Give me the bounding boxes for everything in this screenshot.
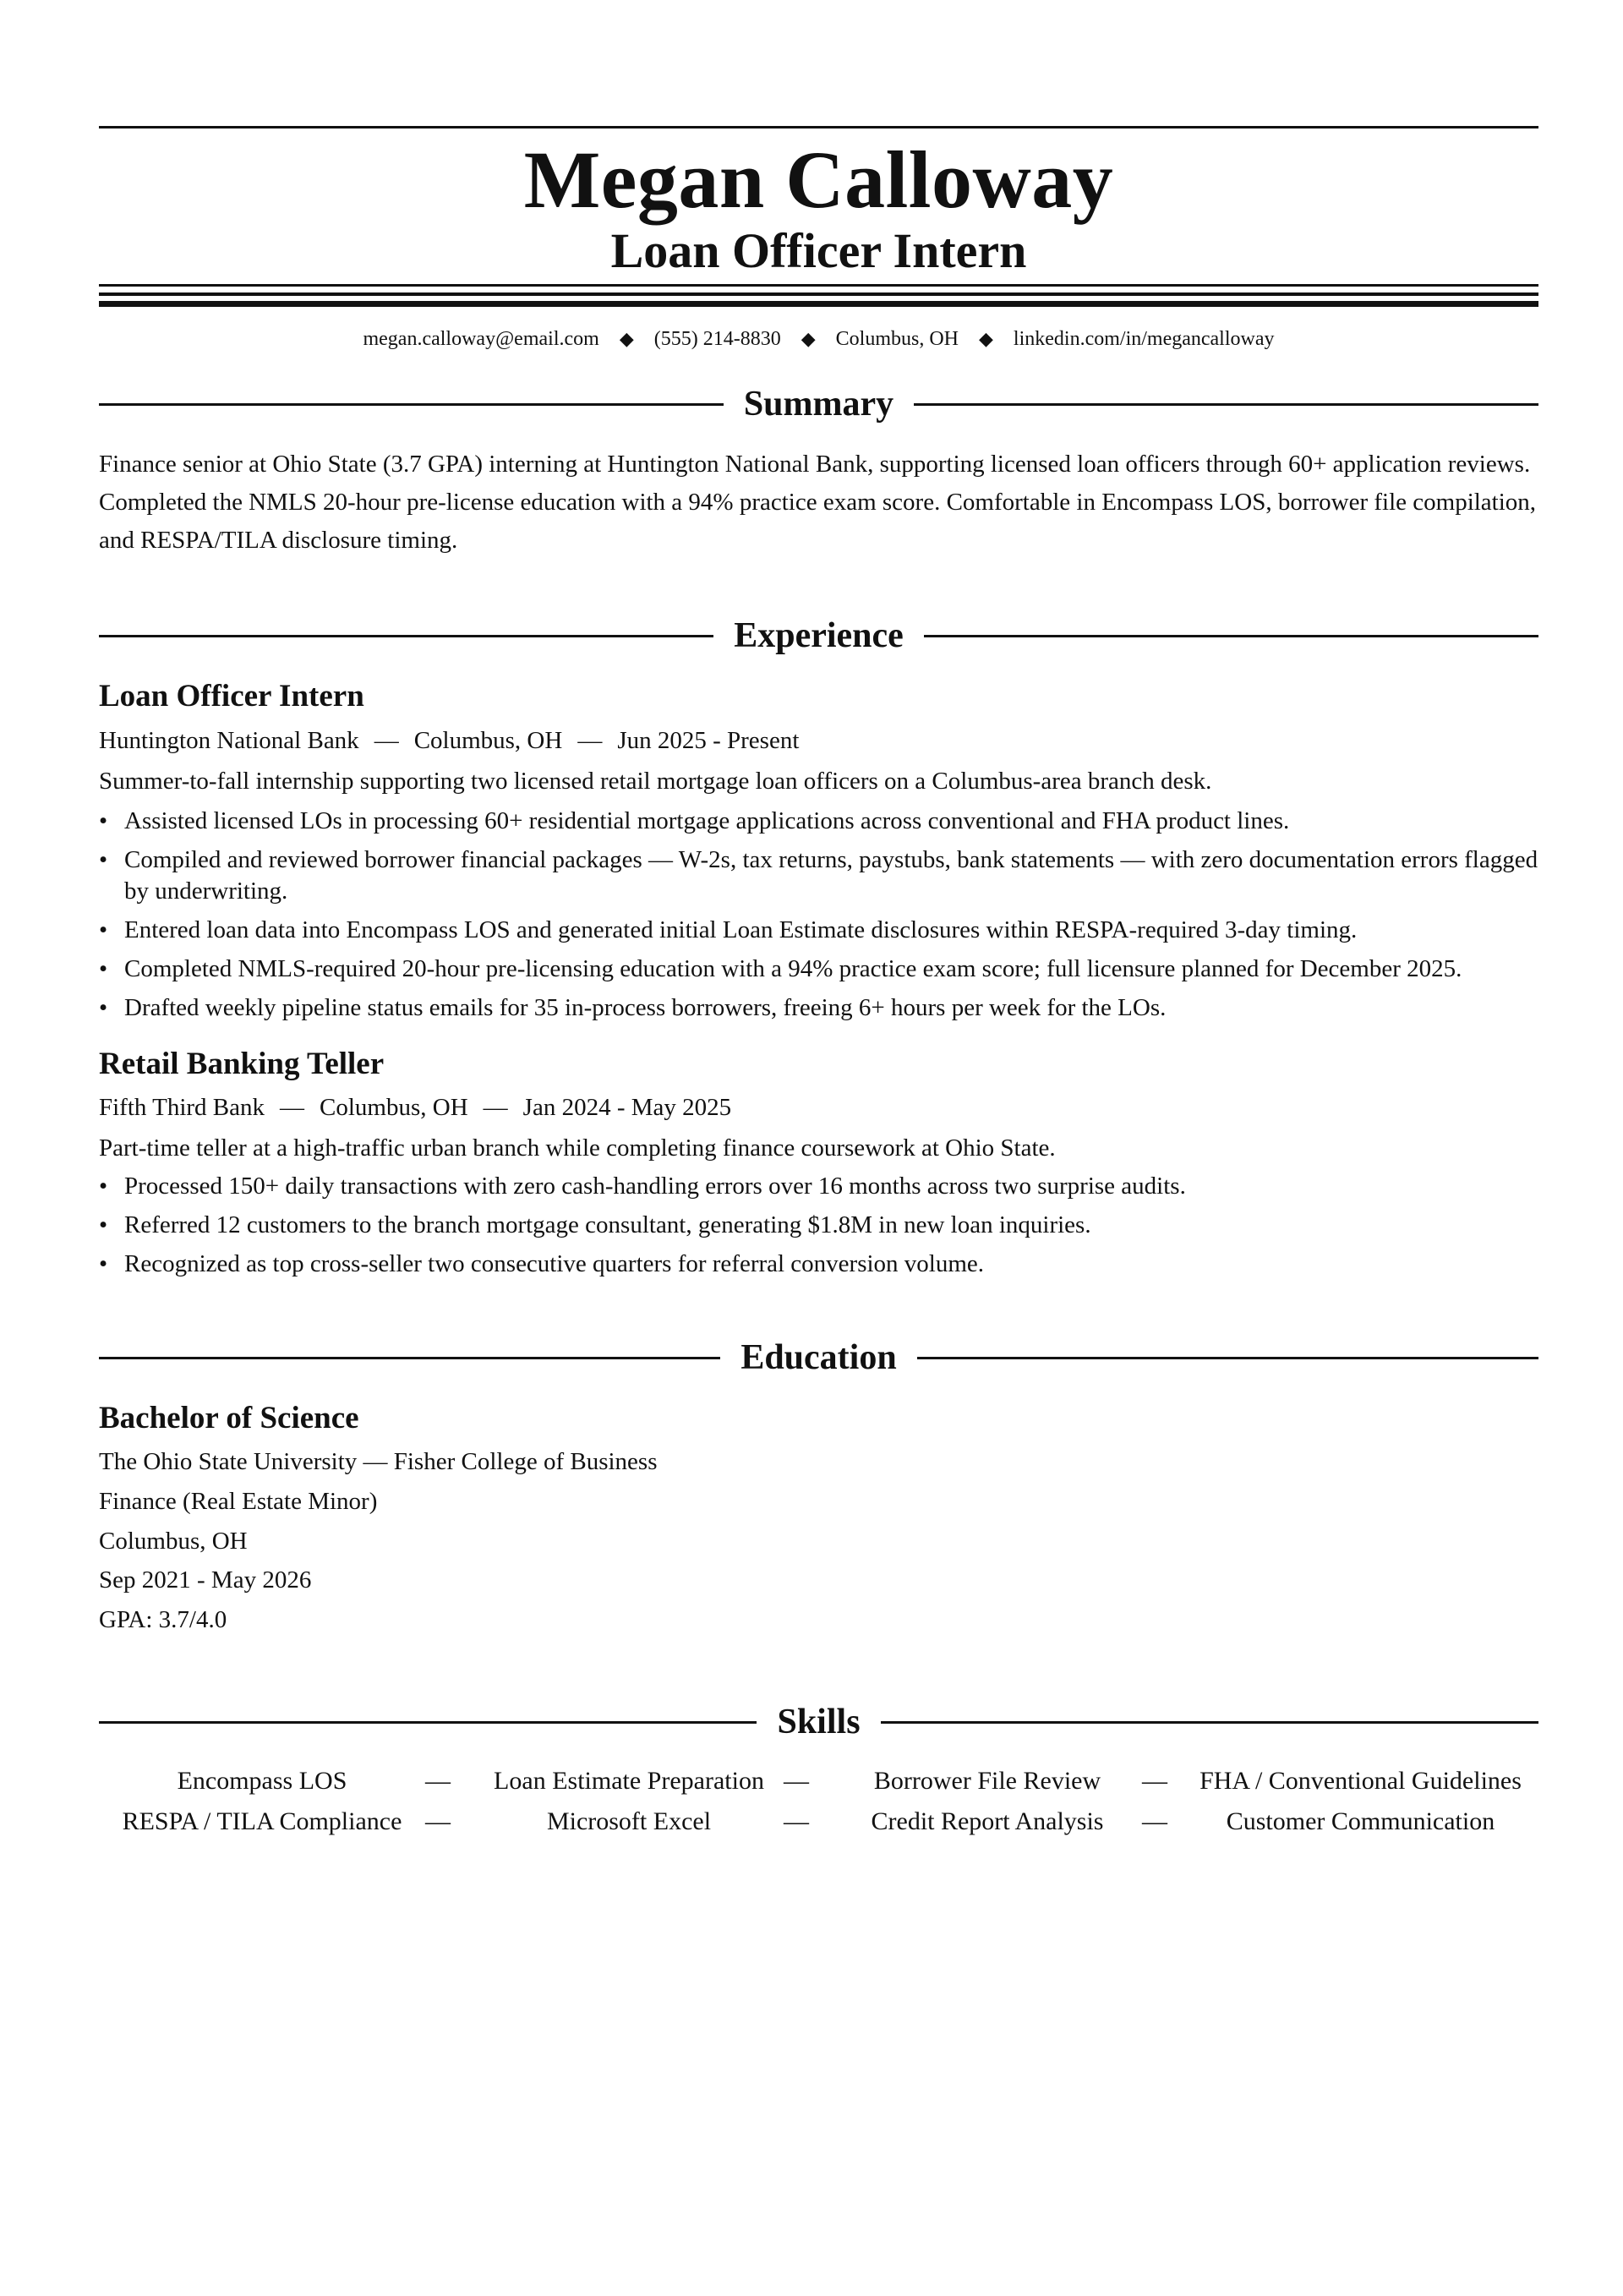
- list-item: • Completed NMLS-required 20-hour pre-licensing education with a 94% practice exam score; full licensure planned for December 2025.: [99, 954, 1538, 985]
- job-description: Summer-to-fall internship supporting two licensed retail mortgage loan officers on a Columbus-area branch desk.: [99, 768, 1212, 795]
- job-description: Part-time teller at a high-traffic urban branch while completing finance coursework at Ohio State.: [99, 1134, 1056, 1162]
- section-heading-summary: [99, 379, 1538, 429]
- dash-separator: —: [1142, 1807, 1167, 1835]
- contact-location: Columbus, OH: [835, 328, 959, 350]
- list-item: • Entered loan data into Encompass LOS and generated initial Loan Estimate disclosures within RESPA-required 3-day timing.: [99, 915, 1538, 946]
- gpa: GPA: 3.7/4.0: [99, 1606, 227, 1633]
- dash-separator: —: [425, 1767, 451, 1795]
- heading-rule-right: [917, 1357, 1538, 1359]
- section-heading-education: [99, 1332, 1538, 1383]
- job-company: Huntington National Bank: [99, 727, 359, 754]
- major: Finance (Real Estate Minor): [99, 1488, 378, 1515]
- contact-linkedin[interactable]: linkedin.com/in/megancalloway: [1013, 328, 1275, 350]
- job-meta: [99, 1091, 731, 1124]
- job-location: Columbus, OH: [320, 1094, 468, 1121]
- list-item: • Assisted licensed LOs in processing 60+ residential mortgage applications across conventional and FHA product lines.: [99, 806, 1538, 837]
- skills-row: [99, 1801, 1538, 1842]
- skill-item: FHA / Conventional Guidelines: [1199, 1767, 1522, 1795]
- header-rule-thin: [99, 284, 1538, 287]
- job-bullets: [99, 806, 1538, 1031]
- contact-phone[interactable]: (555) 214-8830: [653, 328, 781, 350]
- skill-item: Microsoft Excel: [546, 1807, 712, 1835]
- job-bullets: [99, 1171, 1538, 1287]
- header-rule-thick: [99, 301, 1538, 307]
- job-company: Fifth Third Bank: [99, 1094, 265, 1121]
- dash-separator: —: [784, 1807, 809, 1835]
- dash-separator: —: [577, 727, 603, 754]
- skill-item: Credit Report Analysis: [871, 1807, 1104, 1835]
- school-name: The Ohio State University — Fisher College of Business: [99, 1448, 658, 1475]
- diamond-separator-icon: ◆: [801, 328, 816, 349]
- job-title: Retail Banking Teller: [99, 1047, 385, 1081]
- education-dates: Sep 2021 - May 2026: [99, 1566, 312, 1594]
- job-dates: Jan 2024 - May 2025: [522, 1094, 732, 1121]
- dash-separator: —: [374, 727, 399, 754]
- list-item: • Drafted weekly pipeline status emails for 35 in-process borrowers, freeing 6+ hours per week for the LOs.: [99, 992, 1538, 1024]
- heading-rule-left: [99, 1721, 757, 1724]
- candidate-role: Loan Officer Intern: [610, 223, 1027, 278]
- section-heading-experience: [99, 610, 1538, 661]
- skill-item: Borrower File Review: [873, 1767, 1101, 1795]
- dash-separator: —: [784, 1767, 809, 1795]
- skills-grid: [99, 1761, 1538, 1842]
- dash-separator: —: [483, 1094, 508, 1121]
- section-title: Education: [740, 1338, 897, 1377]
- dash-separator: —: [1142, 1767, 1167, 1795]
- section-title: Summary: [743, 385, 894, 424]
- diamond-separator-icon: ◆: [979, 328, 993, 349]
- skill-item: Encompass LOS: [177, 1767, 347, 1795]
- skill-item: RESPA / TILA Compliance: [122, 1807, 402, 1835]
- job-title: Loan Officer Intern: [99, 679, 364, 713]
- section-title: Experience: [734, 616, 904, 655]
- heading-rule-right: [924, 635, 1538, 637]
- heading-rule-left: [99, 635, 713, 637]
- skill-item: Customer Communication: [1226, 1807, 1495, 1835]
- heading-rule-right: [914, 403, 1538, 406]
- diamond-separator-icon: ◆: [619, 328, 634, 349]
- section-title: Skills: [777, 1703, 861, 1741]
- list-item: • Processed 150+ daily transactions with zero cash-handling errors over 16 months across two surprise audits.: [99, 1171, 1538, 1202]
- list-item: • Compiled and reviewed borrower financial packages — W-2s, tax returns, paystubs, bank statements — with zero documentation errors flagged by underwriting.: [99, 845, 1538, 907]
- skills-row: [99, 1761, 1538, 1801]
- header-top-rule: [99, 126, 1538, 128]
- job-dates: Jun 2025 - Present: [617, 727, 800, 754]
- contact-line: [99, 325, 1538, 353]
- education-location: Columbus, OH: [99, 1528, 248, 1555]
- heading-rule-right: [881, 1721, 1538, 1724]
- job-meta: [99, 724, 799, 757]
- summary-text: Finance senior at Ohio State (3.7 GPA) interning at Huntington National Bank, supporting licensed loan officers through 60+ application reviews. Completed the NMLS 20-hour pre-license education with a 94% practice exam score. Comfortable in Encompass LOS, borrower file compilation, and RESPA/TILA disclosure timing.: [99, 451, 1537, 554]
- job-location: Columbus, OH: [413, 727, 563, 754]
- heading-rule-left: [99, 1357, 720, 1359]
- dash-separator: —: [425, 1807, 451, 1835]
- section-heading-skills: [99, 1697, 1538, 1747]
- list-item: • Recognized as top cross-seller two consecutive quarters for referral conversion volume.: [99, 1249, 1538, 1280]
- heading-rule-left: [99, 403, 724, 406]
- candidate-name: Megan Calloway: [523, 134, 1114, 225]
- dash-separator: —: [280, 1094, 305, 1121]
- contact-email[interactable]: megan.calloway@email.com: [363, 328, 599, 350]
- header-rule-medium: [99, 292, 1538, 296]
- degree-title: Bachelor of Science: [99, 1401, 359, 1435]
- skill-item: Loan Estimate Preparation: [494, 1767, 764, 1795]
- list-item: • Referred 12 customers to the branch mortgage consultant, generating $1.8M in new loan inquiries.: [99, 1210, 1538, 1241]
